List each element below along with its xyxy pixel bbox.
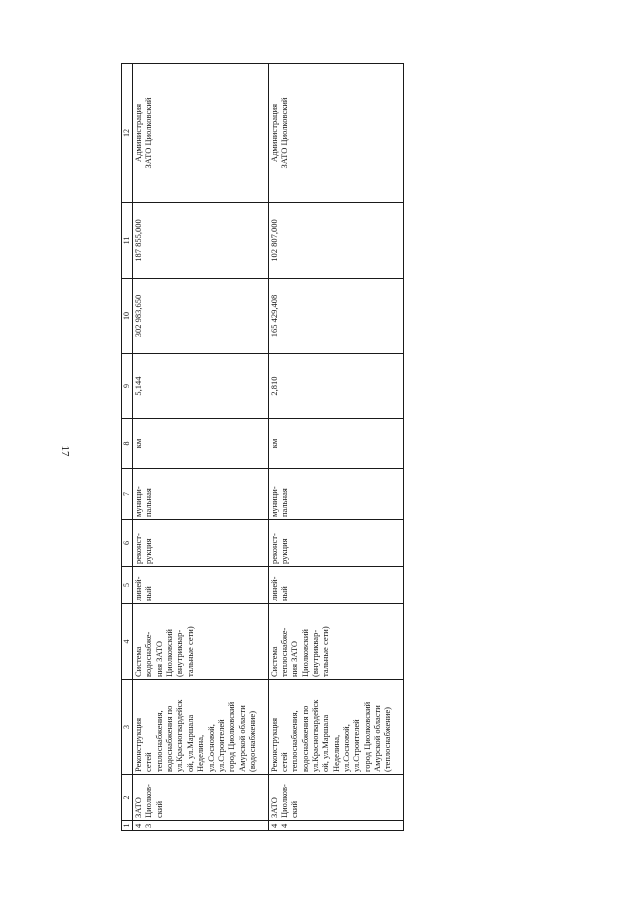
work-type-text: реконст- рукция (133, 533, 154, 564)
column-header: 9 (122, 354, 133, 419)
ownership-cell (268, 469, 404, 520)
quantity-cell: 2,810 (268, 354, 404, 419)
table-row (268, 64, 404, 831)
cost-budget-cell: 102 807,000 (268, 203, 404, 279)
system-cell (133, 604, 269, 680)
municipality-text: ЗАТО Циолков- ский (133, 784, 164, 818)
table-row (133, 64, 269, 831)
quantity-cell: 5,144 (133, 354, 269, 419)
object-type-cell (268, 567, 404, 604)
cost-total-cell: 165 429,408 (268, 279, 404, 354)
object-type-text: линей- ный (133, 576, 154, 601)
event-cell (268, 680, 404, 775)
column-header: 6 (122, 520, 133, 567)
municipality-text: ЗАТО Циолков- ский (268, 784, 300, 818)
column-header: 2 (122, 775, 133, 821)
projects-table (121, 63, 404, 831)
object-type-text: линей- ный (268, 576, 289, 601)
column-number-row (122, 64, 133, 831)
row-number: 44 (268, 821, 404, 831)
unit-cell: км (268, 419, 404, 469)
unit-cell: км (133, 419, 269, 469)
executor-cell (133, 64, 269, 203)
page-number: 17 (59, 445, 71, 457)
column-header: 3 (122, 680, 133, 775)
column-header: 7 (122, 469, 133, 520)
work-type-text: реконст- рукция (268, 533, 289, 564)
work-type-cell (133, 520, 269, 567)
column-header: 5 (122, 567, 133, 604)
row-number: 43 (133, 821, 269, 831)
municipality-cell (268, 775, 404, 821)
column-header: 1 (122, 821, 133, 831)
municipality-cell (133, 775, 269, 821)
work-type-cell (268, 520, 404, 567)
event-text: Реконструкция сетей теплоснабжения, водоснабжения по ул.Красногвардейск ой, ул.Маршала Неделина, ул.Сосновой, ул.Строителей город Циолковский Амурской области (водоснабжение) (133, 699, 257, 772)
ownership-text: муници- пальная (133, 486, 154, 517)
executor-text: Администрация ЗАТО Циолковский (133, 97, 154, 169)
object-type-cell (133, 567, 269, 604)
column-header: 8 (122, 419, 133, 469)
cost-total-cell: 302 983,650 (133, 279, 269, 354)
column-header: 12 (122, 64, 133, 203)
system-text: Система теплоснабже- ния ЗАТО Циолковский (внутриквар- тальные сети) (268, 626, 331, 677)
column-header: 11 (122, 203, 133, 279)
executor-text: Администрация ЗАТО Циолковский (268, 97, 289, 169)
executor-cell (268, 64, 404, 203)
column-header: 4 (122, 604, 133, 680)
cost-budget-cell: 187 855,000 (133, 203, 269, 279)
system-text: Система водоснабже- ния ЗАТО Циолковский (внутриквар- тальные сети) (133, 626, 195, 677)
rotated-table-container (121, 64, 404, 831)
column-header: 10 (122, 279, 133, 354)
ownership-text: муници- пальная (268, 486, 289, 517)
event-text: Реконструкция сетей теплоснабжения, водоснабжения по ул.Красногвардейск ой, ул.Маршала Неделина, ул.Сосновой, ул.Строителей город Циолковский Амурской области (теплоснабжение) (268, 699, 393, 772)
system-cell (268, 604, 404, 680)
event-cell (133, 680, 269, 775)
ownership-cell (133, 469, 269, 520)
